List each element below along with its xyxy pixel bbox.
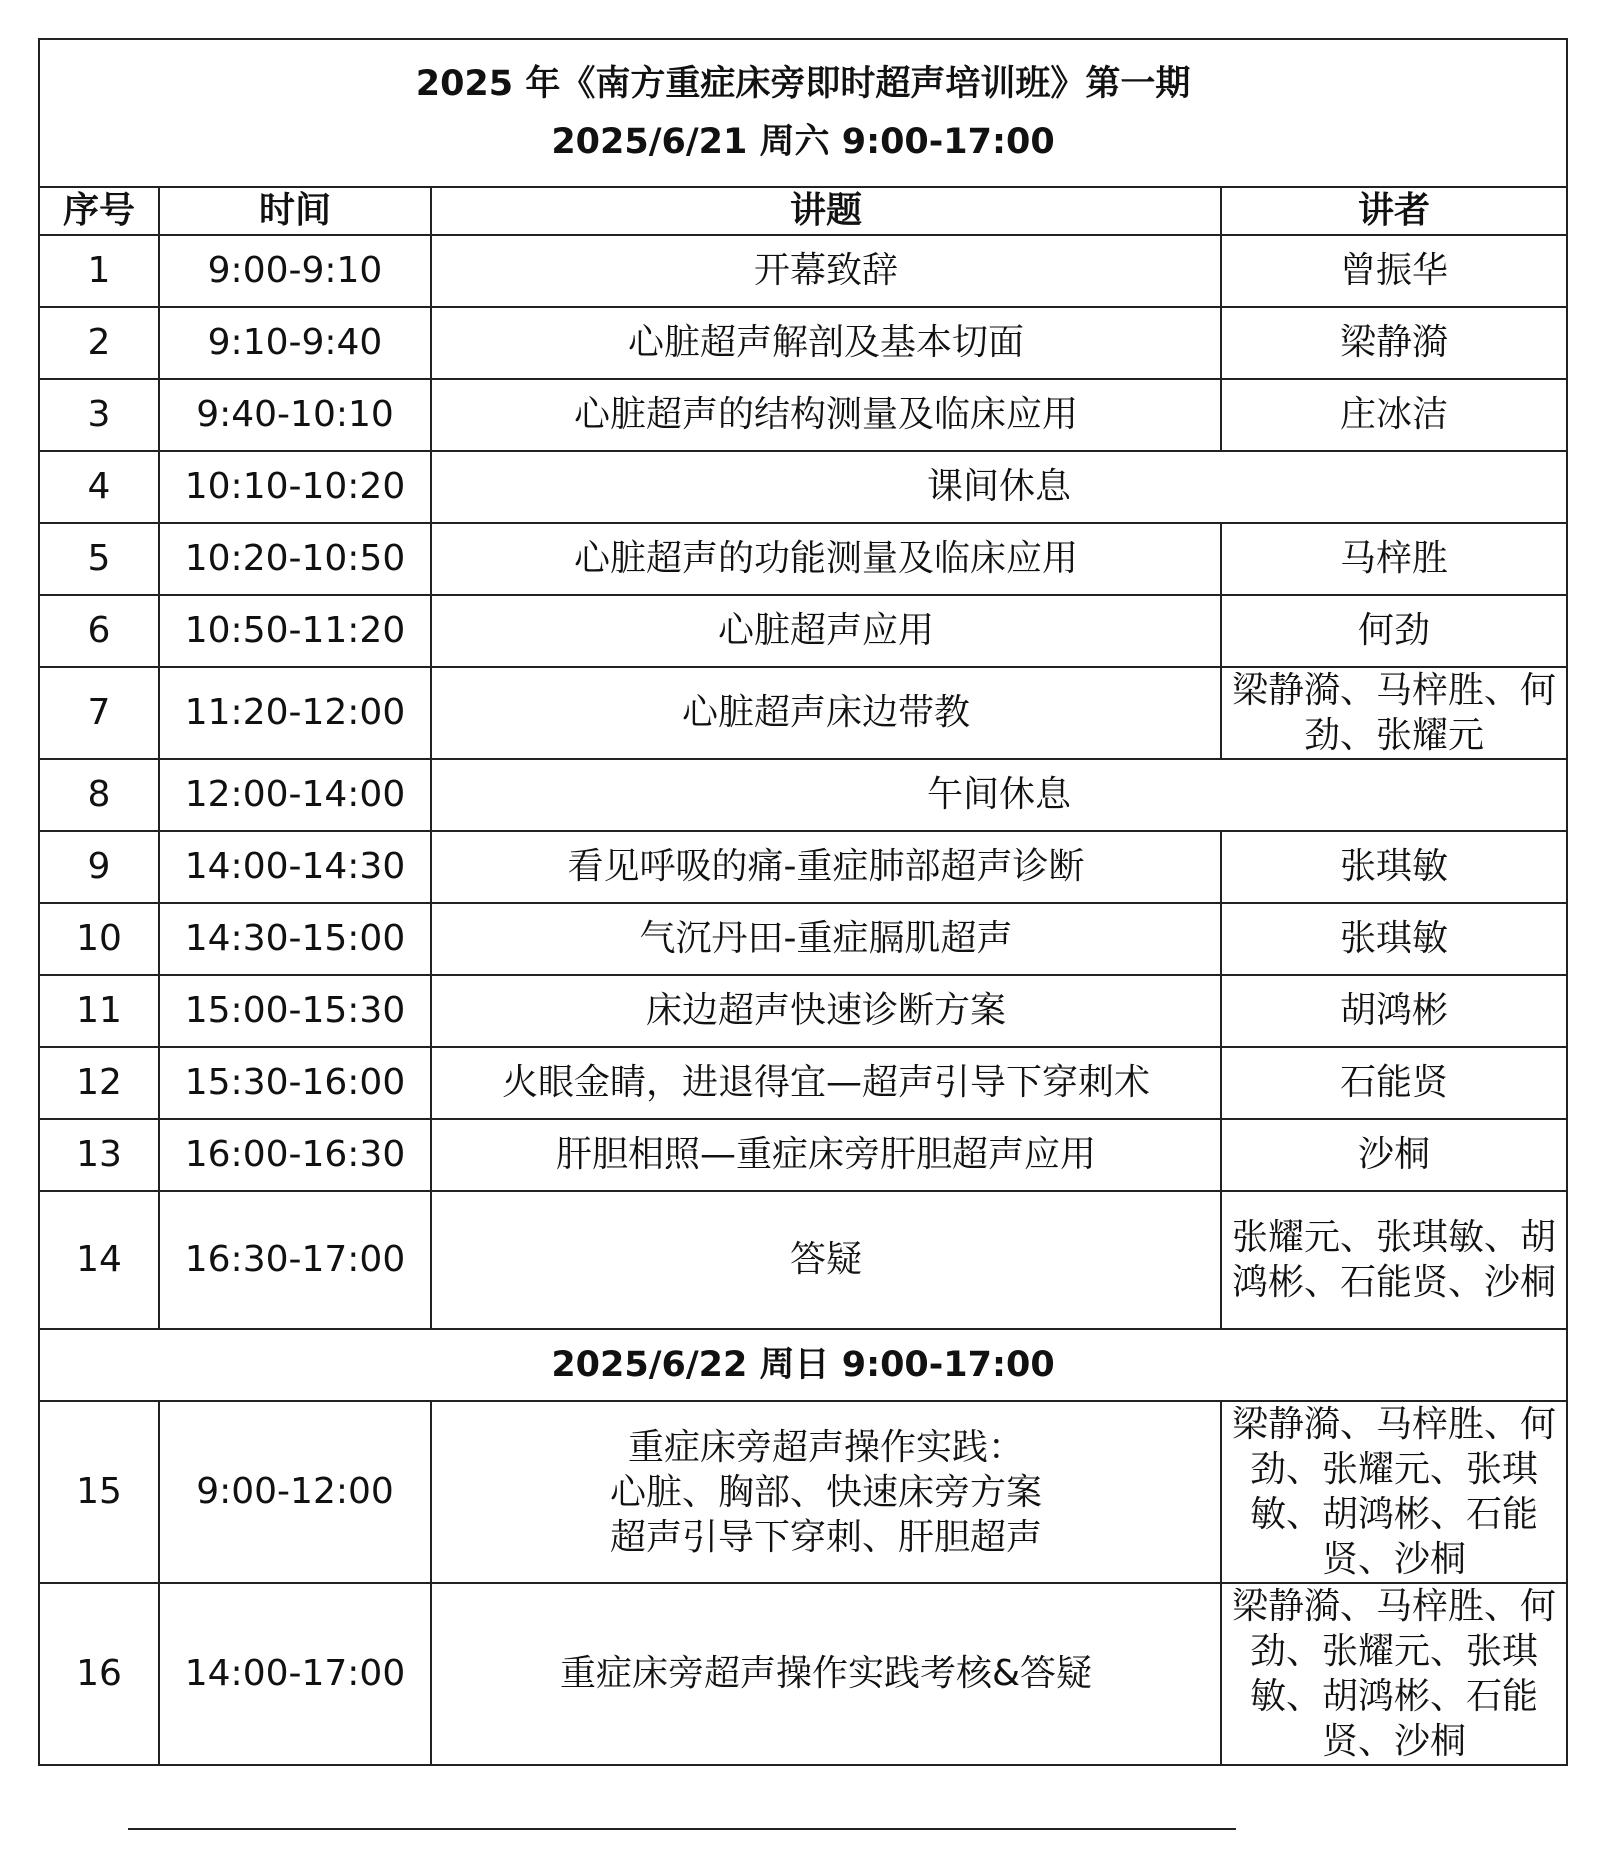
row-no: 6 — [39, 595, 159, 667]
row-speaker: 张耀元、张琪敏、胡鸿彬、石能贤、沙桐 — [1221, 1191, 1567, 1329]
table-row — [39, 831, 1567, 903]
schedule-sheet — [38, 38, 1566, 1766]
row-time: 16:30-17:00 — [159, 1191, 431, 1329]
row-time: 15:30-16:00 — [159, 1047, 431, 1119]
row-no: 15 — [39, 1401, 159, 1583]
schedule-table — [38, 38, 1568, 1766]
course-title: 2025 年《南方重症床旁即时超声培训班》第一期 — [415, 64, 1191, 104]
header-no: 序号 — [39, 187, 159, 235]
row-time: 11:20-12:00 — [159, 667, 431, 759]
row-topic: 重症床旁超声操作实践考核&答疑 — [431, 1583, 1221, 1765]
row-topic: 火眼金睛，进退得宜—超声引导下穿刺术 — [431, 1047, 1221, 1119]
row-topic: 答疑 — [431, 1191, 1221, 1329]
row-speaker: 曾振华 — [1221, 235, 1567, 307]
topic-line: 心脏、胸部、快速床旁方案 — [609, 1471, 1042, 1513]
row-topic — [431, 1401, 1221, 1583]
row-topic: 心脏超声的结构测量及临床应用 — [431, 379, 1221, 451]
table-row — [39, 1401, 1567, 1583]
table-row — [39, 1583, 1567, 1765]
table-row — [39, 1191, 1567, 1329]
row-time: 9:40-10:10 — [159, 379, 431, 451]
row-topic: 开幕致辞 — [431, 235, 1221, 307]
bottom-rule — [128, 1828, 1236, 1830]
row-speaker: 沙桐 — [1221, 1119, 1567, 1191]
row-topic: 肝胆相照—重症床旁肝胆超声应用 — [431, 1119, 1221, 1191]
table-row — [39, 307, 1567, 379]
row-no: 8 — [39, 759, 159, 831]
header-time: 时间 — [159, 187, 431, 235]
row-speaker: 梁静漪、马梓胜、何劲、张耀元、张琪敏、胡鸿彬、石能贤、沙桐 — [1221, 1583, 1567, 1765]
row-time: 14:00-17:00 — [159, 1583, 431, 1765]
table-row — [39, 975, 1567, 1047]
row-speaker: 梁静漪、马梓胜、何劲、张耀元 — [1221, 667, 1567, 759]
table-row — [39, 667, 1567, 759]
row-time: 9:10-9:40 — [159, 307, 431, 379]
table-row — [39, 1119, 1567, 1191]
row-topic: 心脏超声床边带教 — [431, 667, 1221, 759]
row-no: 13 — [39, 1119, 159, 1191]
table-row — [39, 903, 1567, 975]
row-speaker: 胡鸿彬 — [1221, 975, 1567, 1047]
table-row — [39, 759, 1567, 831]
row-topic: 心脏超声应用 — [431, 595, 1221, 667]
row-time: 9:00-12:00 — [159, 1401, 431, 1583]
row-break: 课间休息 — [431, 451, 1567, 523]
row-topic: 气沉丹田-重症膈肌超声 — [431, 903, 1221, 975]
row-time: 16:00-16:30 — [159, 1119, 431, 1191]
row-no: 12 — [39, 1047, 159, 1119]
row-time: 10:10-10:20 — [159, 451, 431, 523]
row-no: 5 — [39, 523, 159, 595]
row-no: 16 — [39, 1583, 159, 1765]
title-block — [39, 39, 1567, 187]
table-row — [39, 235, 1567, 307]
header-speaker: 讲者 — [1221, 187, 1567, 235]
row-topic: 看见呼吸的痛-重症肺部超声诊断 — [431, 831, 1221, 903]
day2-date: 2025/6/22 周日 9:00-17:00 — [39, 1329, 1567, 1401]
row-speaker: 梁静漪 — [1221, 307, 1567, 379]
header-topic: 讲题 — [431, 187, 1221, 235]
row-time: 14:30-15:00 — [159, 903, 431, 975]
table-row — [39, 379, 1567, 451]
row-speaker: 石能贤 — [1221, 1047, 1567, 1119]
row-speaker: 庄冰洁 — [1221, 379, 1567, 451]
row-no: 3 — [39, 379, 159, 451]
row-time: 10:20-10:50 — [159, 523, 431, 595]
topic-line: 超声引导下穿刺、肝胆超声 — [609, 1516, 1042, 1558]
row-time: 12:00-14:00 — [159, 759, 431, 831]
row-no: 14 — [39, 1191, 159, 1329]
row-topic: 床边超声快速诊断方案 — [431, 975, 1221, 1047]
row-time: 9:00-9:10 — [159, 235, 431, 307]
row-time: 14:00-14:30 — [159, 831, 431, 903]
row-time: 15:00-15:30 — [159, 975, 431, 1047]
row-no: 9 — [39, 831, 159, 903]
row-speaker: 何劲 — [1221, 595, 1567, 667]
row-topic: 心脏超声解剖及基本切面 — [431, 307, 1221, 379]
row-no: 4 — [39, 451, 159, 523]
row-speaker: 张琪敏 — [1221, 831, 1567, 903]
table-row — [39, 595, 1567, 667]
row-speaker: 梁静漪、马梓胜、何劲、张耀元、张琪敏、胡鸿彬、石能贤、沙桐 — [1221, 1401, 1567, 1583]
row-no: 1 — [39, 235, 159, 307]
row-time: 10:50-11:20 — [159, 595, 431, 667]
row-break: 午间休息 — [431, 759, 1567, 831]
row-no: 2 — [39, 307, 159, 379]
row-speaker: 马梓胜 — [1221, 523, 1567, 595]
row-topic: 心脏超声的功能测量及临床应用 — [431, 523, 1221, 595]
row-no: 10 — [39, 903, 159, 975]
day1-date: 2025/6/21 周六 9:00-17:00 — [551, 122, 1055, 162]
row-no: 11 — [39, 975, 159, 1047]
table-row — [39, 1047, 1567, 1119]
row-no: 7 — [39, 667, 159, 759]
table-row — [39, 523, 1567, 595]
row-speaker: 张琪敏 — [1221, 903, 1567, 975]
table-row — [39, 451, 1567, 523]
topic-line: 重症床旁超声操作实践： — [627, 1426, 1024, 1468]
